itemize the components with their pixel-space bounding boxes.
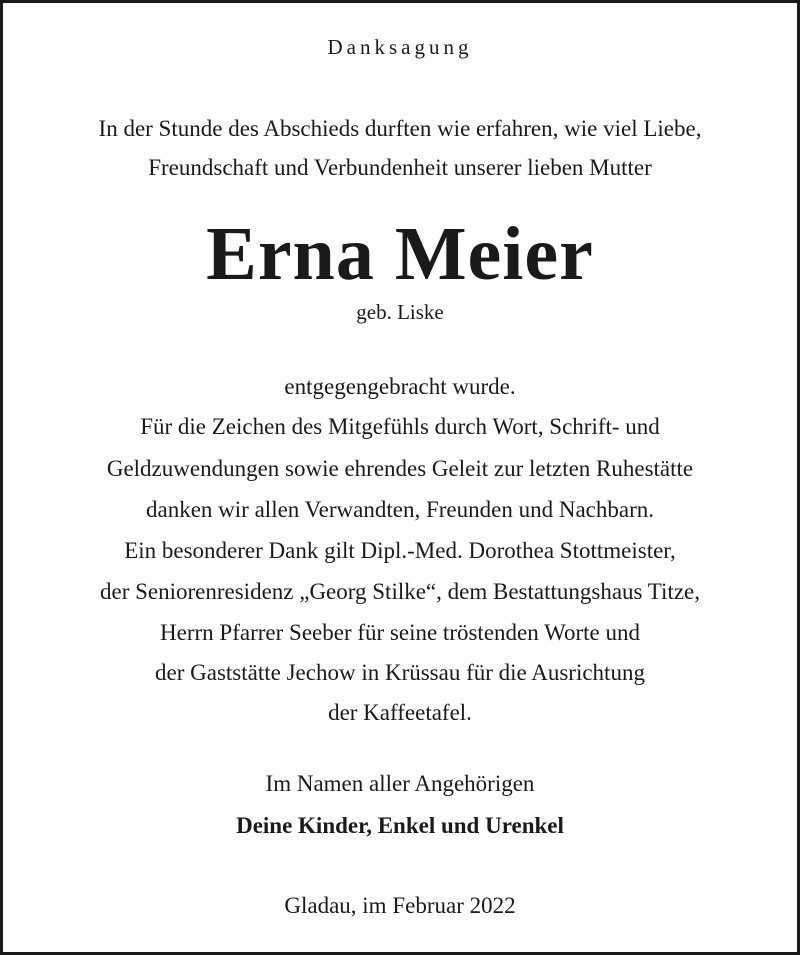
deceased-name: Erna Meier [206, 212, 594, 296]
on-behalf-line: Im Namen aller Angehörigen [265, 771, 535, 796]
thanks-line: Ein besonderer Dank gilt Dipl.-Med. Dorothea Stottmeister, [124, 538, 676, 563]
intro-line: In der Stunde des Abschieds durften wie erfahren, wie viel Liebe, [98, 116, 702, 141]
intro-line: Freundschaft und Verbundenheit unserer lieben Mutter [148, 155, 652, 180]
thanks-line: Für die Zeichen des Mitgefühls durch Wort, Schrift- und [140, 414, 660, 439]
notice-heading: Danksagung [327, 35, 473, 59]
thanks-line: entgegengebracht wurde. [284, 374, 516, 399]
place-date: Gladau, im Februar 2022 [284, 893, 516, 918]
thanks-line: danken wir allen Verwandten, Freunden und Nachbarn. [146, 497, 654, 522]
thanks-line: der Seniorenresidenz „Georg Stilke“, dem Bestattungshaus Titze, [99, 579, 700, 604]
thanks-line: der Gaststätte Jechow in Krüssau für die Ausrichtung [155, 660, 645, 685]
maiden-name: geb. Liske [356, 300, 444, 324]
thanks-line: der Kaffeetafel. [328, 700, 472, 725]
thanks-line: Herrn Pfarrer Seeber für seine tröstenden Worte und [160, 620, 640, 645]
family-signature: Deine Kinder, Enkel und Urenkel [236, 813, 564, 838]
thanks-line: Geldzuwendungen sowie ehrendes Geleit zur letzten Ruhestätte [106, 456, 694, 481]
